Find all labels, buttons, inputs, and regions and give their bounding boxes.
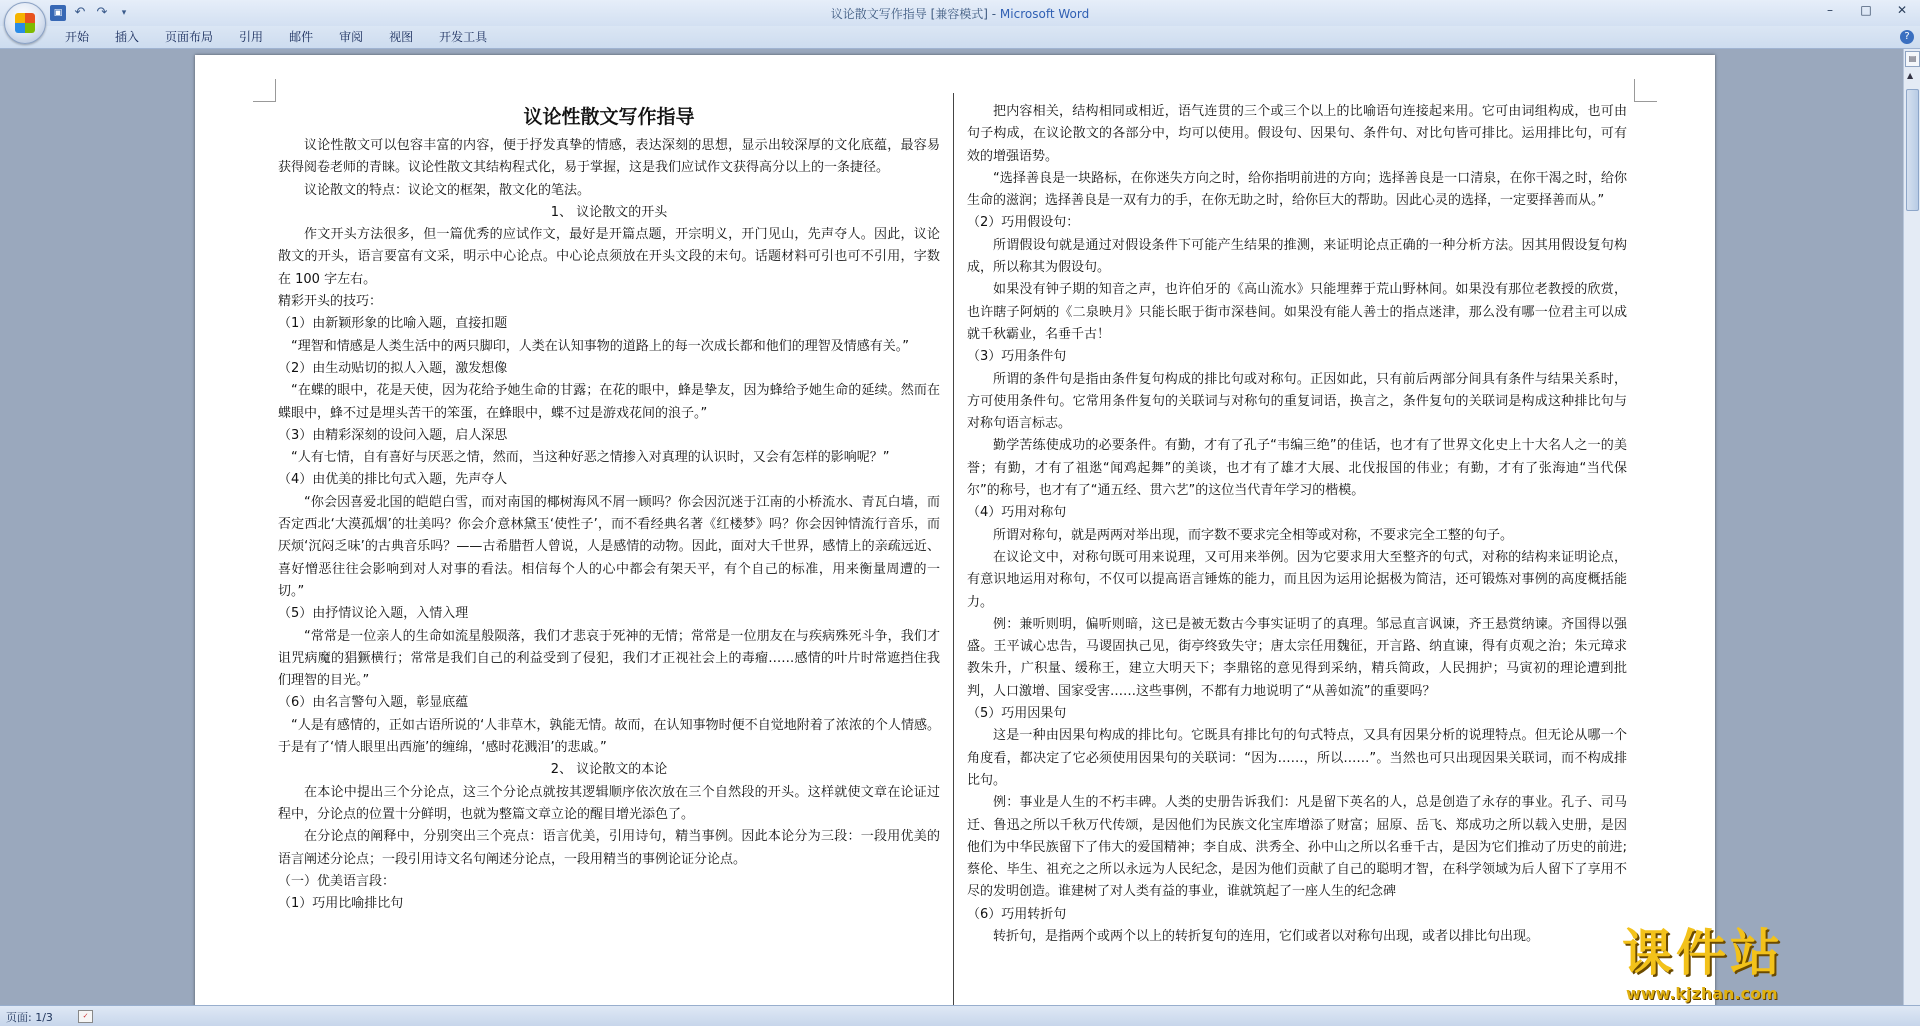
paragraph: 所谓假设句就是通过对假设条件下可能产生结果的推测，来证明论点正确的一种分析方法。因其用假设复句构成，所以称其为假设句。 [967, 237, 1627, 276]
paragraph: 2、 议论散文的本论 [550, 762, 668, 778]
paragraph: （3）巧用条件句 [967, 349, 1067, 365]
paragraph: （5）由抒情议论入题，入情入理 [278, 606, 469, 622]
window-controls [1812, 0, 1920, 22]
tab-insert[interactable]: 插入 [115, 30, 140, 44]
paragraph: 1、 议论散文的开头 [550, 204, 668, 220]
paragraph: （1）巧用比喻排比句 [278, 896, 404, 912]
save-icon[interactable]: ▣ [50, 5, 66, 21]
column-separator [953, 93, 954, 1005]
paragraph: 这是一种由因果句构成的排比句。它既具有排比句的句式特点，又具有因果分析的说理特点。但无论从哪一个角度看，都决定了它必须使用因果句的关联词：“因为……，所以……”。当然也可只出现因果关联词，而不构成排比句。 [967, 728, 1627, 788]
vertical-scrollbar[interactable] [1903, 49, 1920, 1005]
paragraph: “理智和情感是人类生活中的两只脚印，人类在认知事物的道路上的每一次成长都和他们的理智及情感有关。” [291, 338, 909, 354]
paragraph: 如果没有钟子期的知音之声，也许伯牙的《高山流水》只能埋葬于荒山野林间。如果没有那位老教授的欣赏，也许瞎子阿炳的《二泉映月》只能长眠于街市深巷间。如果没有能人善士的指点迷津，那么没有哪一位君主可以成就千秋霸业，名垂千古！ [967, 282, 1627, 342]
paragraph: 所谓对称句，就是两两对举出现，而字数不要求完全相等或对称，不要求完全工整的句子。 [993, 527, 1514, 543]
paragraph: “人是有感情的，正如古语所说的‘人非草木，孰能无情。故而，在认知事物时便不自觉地附着了浓浓的个人情感。于是有了‘情人眼里出西施’的缠绵，‘感时花溅泪’的悲戚。” [278, 717, 940, 756]
watermark-title: 课件站 [1622, 924, 1784, 982]
paragraph: “你会因喜爱北国的皑皑白雪，而对南国的椰树海风不屑一顾吗？你会因沉迷于江南的小桥流水、青瓦白墙，而否定西北‘大漠孤烟’的壮美吗？你会介意林黛玉‘使性子’，而不看经典名著《红楼梦》吗？你会因钟情流行音乐，而厌烦‘沉闷乏味’的古典音乐吗？——古希腊哲人曾说，人是感情的动物。因此，面对大千世界，感情上的亲疏远近、喜好憎恶往往会影响到对人对事的看法。相信每个人的心中都会有架天平，有个自己的标准，用来衡量周遭的一切。” [278, 494, 940, 599]
document-title-text: 议论散文写作指导 [兼容模式] - [830, 7, 1000, 21]
paragraph: 勤学苦练使成功的必要条件。有勤，才有了孔子“韦编三绝”的佳话，也才有了世界文化史上十大名人之一的美誉；有勤，才有了祖逖“闻鸡起舞”的美谈，也才有了雄才大展、北伐报国的伟业；有勤，才有了张海迪“当代保尔”的称号，也才有了“通五经、贯六艺”的这位当代青年学习的楷模。 [967, 438, 1627, 499]
paragraph: （5）巧用因果句 [967, 706, 1067, 722]
status-bar [0, 1005, 1920, 1026]
paragraph: （3）由精彩深刻的设问入题，启人深思 [278, 427, 508, 443]
paragraph: 所谓的条件句是指由条件复句构成的排比句或对称句。正因如此，只有前后两部分间具有条件与结果关系时，方可使用条件句。它常用条件复句的关联词与对称句的重复词语，换言之，条件复句的关联词是构成这种排比句与对称句语言标志。 [967, 371, 1627, 432]
paragraph: （2）由生动贴切的拟人入题，激发想像 [278, 360, 508, 376]
paragraph: 作文开头方法很多，但一篇优秀的应试作文，最好是开篇点题，开宗明义，开门见山，先声夺人。因此，议论散文的开头，语言要富有文采，明示中心论点。中心论点须放在开头文段的末句。话题材料可引也可不引用，字数在 100 字左右。 [278, 227, 940, 287]
tab-page-layout[interactable]: 页面布局 [165, 30, 214, 44]
minimize-button[interactable]: – [1827, 3, 1833, 17]
document-heading: 议论性散文写作指导 [523, 106, 695, 128]
document-page[interactable] [195, 55, 1715, 1005]
right-column-paragraphs [967, 101, 1627, 948]
paragraph: （2）巧用假设句： [967, 215, 1080, 231]
ribbon-tab-bar [0, 26, 1920, 49]
paragraph: 转折句，是指两个或两个以上的转折复句的连用，它们或者以对称句出现，或者以排比句出现。 [993, 928, 1540, 944]
paragraph: 例：兼听则明，偏听则暗，这已是被无数古今事实证明了的真理。邹忌直言讽谏，齐王悬赏纳谏。齐国得以强盛。王平诚心忠告，马谡固执己见，街亭终致失守；唐太宗任用魏征，开言路、纳直谏，得有贞观之治；朱元璋求教朱升，广积量、缓称王，建立大明天下；李鼎铭的意见得到采纳，精兵简政，人民拥护；马寅初的理论遭到批判，人口激增、国家受害……这些事例，不都有力地说明了“从善如流”的重要吗？ [967, 616, 1627, 699]
left-column-paragraphs [278, 135, 940, 915]
paragraph: （6）巧用转折句 [967, 906, 1067, 922]
scroll-up-icon[interactable]: ▲ [1907, 71, 1914, 80]
title-bar [0, 0, 1920, 26]
ribbon-tabs [52, 26, 500, 48]
paragraph: 在议论文中，对称句既可用来说理，又可用来举例。因为它要求用大至整齐的句式，对称的结构来证明论点，有意识地运用对称句，不仅可以提高语言锤炼的能力，而且因为运用论据极为简洁，还可锻炼对事例的高度概括能力。 [967, 549, 1627, 610]
paragraph: 议论散文的特点：议论文的框架，散文化的笔法。 [304, 182, 591, 198]
paragraph: （一）优美语言段： [278, 873, 396, 889]
paragraph: （4）由优美的排比句式入题，先声夺人 [278, 472, 508, 488]
paragraph: “选择善良是一块路标，在你迷失方向之时，给你指明前进的方向；选择善良是一口清泉，在你干渴之时，给你生命的滋润；选择善良是一双有力的手，在你无助之时，给你巨大的帮助。因此心灵的选择，一定要择善而从。” [967, 170, 1627, 209]
app-name: Microsoft Word [999, 7, 1090, 21]
window-title [0, 5, 1920, 22]
crop-mark-top-right [1634, 79, 1657, 102]
paragraph: “在蝶的眼中，花是天使，因为花给予她生命的甘露；在花的眼中，蜂是挚友，因为蜂给予她生命的延续。然而在蝶眼中，蜂不过是埋头苦干的笨蛋，在蜂眼中，蝶不过是游戏花间的浪子。” [278, 383, 940, 421]
paragraph: 在本论中提出三个分论点，这三个分论点就按其逻辑顺序依次放在三个自然段的开头。这样就使文章在论证过程中，分论点的位置十分鲜明，也就为整篇文章立论的醒目增光添色了。 [278, 784, 940, 822]
paragraph: 把内容相关，结构相同或相近，语气连贯的三个或三个以上的比喻语句连接起来用。它可由词组构成，也可由句子构成，在议论散文的各部分中，均可以使用。假设句、因果句、条件句、对比句皆可排比。运用排比句，可有效的增强语势。 [967, 104, 1627, 164]
proofing-icon[interactable]: ✓ [78, 1010, 93, 1023]
paragraph: （4）巧用对称句 [967, 505, 1067, 521]
paragraph: 议论性散文可以包容丰富的内容，便于抒发真挚的情感，表达深刻的思想，显示出较深厚的文化底蕴，最容易获得阅卷老师的青睐。议论性散文其结构程式化，易于掌握，这是我们应试作文获得高分以上的一条捷径。 [278, 138, 940, 176]
redo-icon[interactable]: ↷ [96, 5, 108, 20]
scroll-thumb[interactable] [1906, 89, 1919, 211]
tab-view[interactable]: 视图 [389, 30, 414, 44]
tab-references[interactable]: 引用 [239, 30, 264, 44]
close-button[interactable]: ✕ [1896, 3, 1908, 17]
paragraph: “人有七情，自有喜好与厌恶之情，然而，当这种好恶之情掺入对真理的认识时，又会有怎样的影响呢？” [291, 450, 890, 466]
paragraph: 精彩开头的技巧： [278, 294, 383, 310]
paragraph: “常常是一位亲人的生命如流星般陨落，我们才悲哀于死神的无情；常常是一位朋友在与疾病殊死斗争，我们才诅咒病魔的猖獗横行；常常是我们自己的利益受到了侵犯，我们才正视社会上的毒瘤……感情的叶片时常遮挡住我们理智的目光。” [278, 628, 940, 689]
paragraph: （1）由新颖形象的比喻入题，直接扣题 [278, 316, 508, 332]
tab-mailings[interactable]: 邮件 [289, 30, 314, 44]
watermark-url: www.kjzhan.com [1626, 984, 1778, 1003]
paragraph: 例：事业是人生的不朽丰碑。人类的史册告诉我们：凡是留下英名的人，总是创造了永存的事业。孔子、司马迁、鲁迅之所以千秋万代传颂，是因他们为民族文化宝库增添了财富；屈原、岳飞、郑成功之所以载入史册，是因他们为中华民族留下了伟大的爱国精神；李自成、洪秀全、孙中山之所以名垂千古，是因为它们推动了历史的前进;蔡伦、毕生、祖充之之所以永远为人民纪念，是因为他们贡献了自己的聪明才智，在科学领域为后人留下了享用不尽的发明创造。谁建树了对人类有益的事业，谁就筑起了一座人生的纪念碑 [967, 795, 1627, 900]
office-button[interactable] [4, 2, 46, 44]
undo-icon[interactable]: ↶ [74, 5, 86, 20]
left-column [278, 101, 940, 915]
document-area [0, 49, 1904, 1005]
tab-home[interactable]: 开始 [65, 30, 90, 44]
help-icon[interactable]: ? [1900, 30, 1914, 44]
paragraph: （6）由名言警句入题，彰显底蕴 [278, 695, 469, 711]
tab-review[interactable]: 审阅 [339, 30, 364, 44]
maximize-button[interactable]: □ [1860, 3, 1872, 17]
paragraph: 在分论点的阐释中，分别突出三个亮点：语言优美，引用诗句，精当事例。因此本论分为三段：一段用优美的语言阐述分论点；一段引用诗文名句阐述分论点，一段用精当的事例论证分论点。 [278, 829, 940, 867]
crop-mark-top-left [253, 79, 276, 102]
office-logo-icon [15, 13, 35, 33]
customize-dropdown-icon[interactable]: ▾ [121, 8, 127, 18]
right-column [967, 101, 1627, 948]
tab-developer[interactable]: 开发工具 [439, 30, 488, 44]
view-ruler-icon[interactable]: ▤ [1905, 51, 1920, 67]
page-indicator[interactable]: 页面: 1/3 [6, 1011, 53, 1024]
